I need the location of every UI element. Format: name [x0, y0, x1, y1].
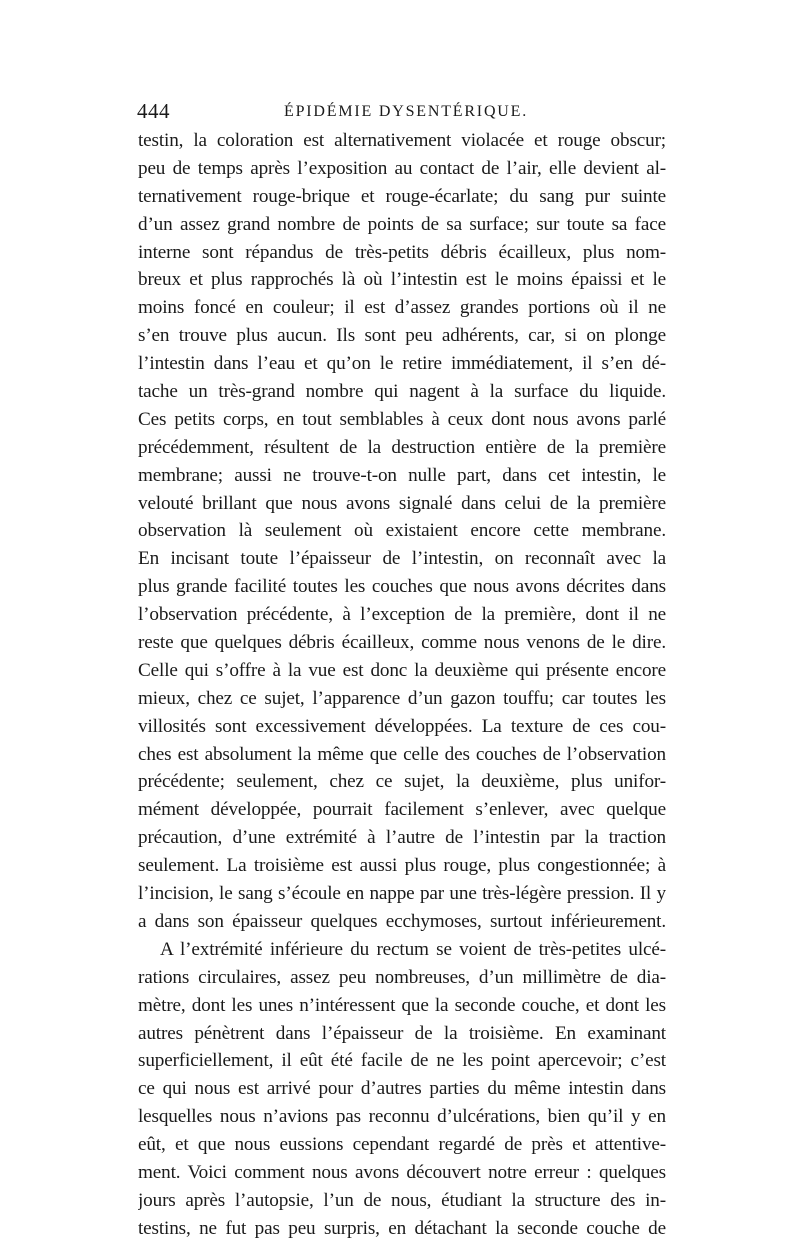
page-header	[137, 96, 665, 126]
text-line: précaution, d’une extrémité à l’autre de l’intestin par la traction	[138, 827, 666, 849]
text-line: tache un très-grand nombre qui nagent à la surface du liquide.	[138, 381, 666, 403]
text-line: lesquelles nous n’avions pas reconnu d’ulcérations, bien qu’il y en	[138, 1106, 666, 1128]
text-line: Ces petits corps, en tout semblables à ceux dont nous avons parlé	[138, 408, 666, 430]
text-line: précédente; seulement, chez ce sujet, la deuxième, plus unifor-	[138, 771, 666, 793]
body-text	[138, 127, 666, 1243]
text-line: reste que quelques débris écailleux, comme nous venons de le dire.	[138, 632, 666, 654]
text-line: mément développée, pourrait facilement s’enlever, avec quelque	[138, 799, 666, 821]
text-line: ce qui nous est arrivé pour d’autres parties du même intestin dans	[138, 1078, 666, 1100]
text-line: l’intestin dans l’eau et qu’on le retire immédiatement, il s’en dé-	[138, 353, 666, 375]
text-line: plus grande facilité toutes les couches que nous avons décrites dans	[138, 576, 666, 598]
text-line: testin, la coloration est alternativement violacée et rouge obscur;	[138, 130, 666, 151]
text-line: ternativement rouge-brique et rouge-écarlate; du sang pur suinte	[138, 185, 666, 207]
text-line: autres pénètrent dans l’épaisseur de la troisième. En examinant	[138, 1022, 666, 1044]
text-line: membrane; aussi ne trouve-t-on nulle part, dans cet intestin, le	[138, 464, 666, 486]
text-line: velouté brillant que nous avons signalé dans celui de la première	[138, 492, 666, 514]
text-line: testins, ne fut pas peu surpris, en détachant la seconde couche de	[138, 1217, 666, 1239]
text-line: s’en trouve plus aucun. Ils sont peu adhérents, car, si on plonge	[138, 325, 666, 347]
text-line: a dans son épaisseur quelques ecchymoses, surtout inférieurement.	[138, 910, 666, 932]
text-line: jours après l’autopsie, l’un de nous, étudiant la structure des in-	[138, 1189, 666, 1211]
text-line: ment. Voici comment nous avons découvert notre erreur : quelques	[138, 1161, 666, 1183]
text-line: peu de temps après l’exposition au contact de l’air, elle devient al-	[138, 157, 666, 179]
text-line: villosités sont excessivement développées. La texture de ces cou-	[138, 715, 666, 737]
running-title: ÉPIDÉMIE DYSENTÉRIQUE.	[284, 103, 529, 120]
text-line: observation là seulement où existaient encore cette membrane.	[138, 520, 666, 542]
text-line: superficiellement, il eût été facile de ne les point apercevoir; c’est	[138, 1050, 666, 1072]
text-line: mètre, dont les unes n’intéressent que la seconde couche, et dont les	[138, 994, 666, 1016]
text-line: interne sont répandus de très-petits débris écailleux, plus nom-	[138, 241, 666, 263]
text-line: Celle qui s’offre à la vue est donc la deuxième qui présente encore	[138, 659, 666, 681]
text-line: eût, et que nous eussions cependant regardé de près et attentive-	[138, 1134, 666, 1156]
text-line: précédemment, résultent de la destruction entière de la première	[138, 436, 666, 458]
text-line: d’un assez grand nombre de points de sa surface; sur toute sa face	[138, 213, 666, 235]
text-line: breux et plus rapprochés là où l’intestin est le moins épaissi et le	[138, 269, 666, 291]
text-line: mieux, chez ce sujet, l’apparence d’un gazon touffu; car toutes les	[138, 687, 666, 709]
text-line: seulement. La troisième est aussi plus rouge, plus congestionnée; à	[138, 855, 666, 877]
text-line: moins foncé en couleur; il est d’assez grandes portions où il ne	[138, 297, 666, 319]
text-line: rations circulaires, assez peu nombreuses, d’un millimètre de dia-	[138, 966, 666, 988]
paragraph-first-line: A l’extrémité inférieure du rectum se voient de très-petites ulcé-	[160, 938, 666, 960]
text-line: l’observation précédente, à l’exception de la première, dont il ne	[138, 604, 666, 626]
text-line: l’incision, le sang s’écoule en nappe par une très-légère pression. Il y	[138, 883, 666, 905]
page-number: 444	[137, 99, 170, 123]
text-line: En incisant toute l’épaisseur de l’intestin, on reconnaît avec la	[138, 548, 666, 570]
text-line: ches est absolument la même que celle des couches de l’observation	[138, 743, 666, 765]
